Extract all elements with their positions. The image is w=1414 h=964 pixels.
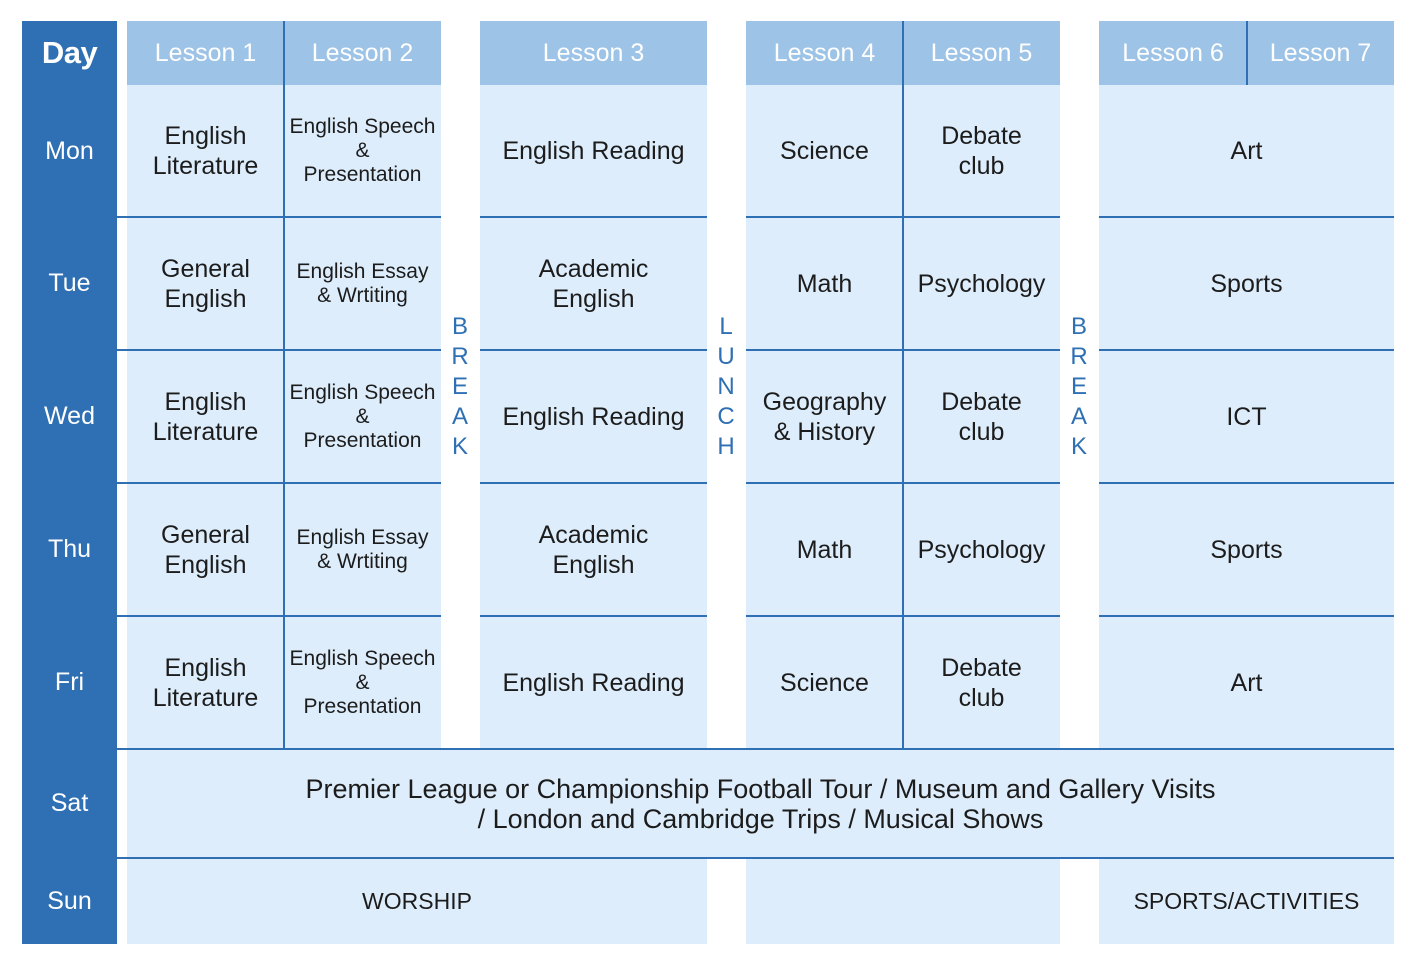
lesson-cell (127, 85, 284, 217)
day-label (22, 217, 117, 350)
lesson-cell-text: English Reading (502, 402, 685, 431)
column-divider (1246, 21, 1248, 85)
row-line (117, 349, 441, 351)
lesson-cell-text: Sports (1210, 535, 1283, 564)
lesson-cell (284, 616, 441, 749)
header-lesson-3 (480, 21, 707, 85)
lesson-cell-text: English Speech & Presentation (289, 380, 436, 452)
row-line (480, 615, 707, 617)
sunday-morning (127, 858, 707, 944)
header-lesson-3-text: Lesson 3 (542, 38, 645, 67)
sunday-empty-cell (746, 858, 1060, 944)
header-lesson-1-text: Lesson 1 (154, 38, 257, 67)
lesson-cell-text: ICT (1226, 402, 1267, 431)
day-label (22, 483, 117, 616)
day-label (22, 350, 117, 483)
lesson-cell-text: Geography & History (762, 387, 887, 446)
day-label (22, 85, 117, 217)
lesson-cell (746, 85, 903, 217)
break-label-letter: B (451, 313, 468, 340)
break-label-letter: A (451, 403, 468, 430)
lesson-cell-text: Academic English (538, 520, 649, 579)
day-label-text: Sun (47, 886, 92, 915)
lunch-label (711, 312, 741, 462)
header-lesson-7-text: Lesson 7 (1269, 38, 1372, 67)
lesson-cell (746, 350, 903, 483)
lesson-cell-text: Art (1230, 668, 1263, 697)
lesson-cell-text: English Essay & Wrtiting (296, 525, 429, 573)
lesson-cell-text: Science (780, 668, 869, 697)
lesson-cell (480, 483, 707, 616)
header-lesson-4-text: Lesson 4 (773, 38, 876, 67)
day-label-text: Wed (44, 402, 95, 430)
lesson-cell (746, 217, 903, 350)
lesson-cell-text: Sports (1210, 269, 1283, 298)
lesson-cell (480, 217, 707, 350)
lesson-cell (1099, 217, 1394, 350)
lesson-cell (1099, 85, 1394, 217)
lesson-cell-text: Debate club (941, 653, 1022, 712)
header-lesson-5 (903, 21, 1060, 85)
lesson-cell (903, 85, 1060, 217)
break-label-letter: A (1070, 403, 1087, 430)
break-label-letter: K (1070, 433, 1087, 460)
lesson-cell-text: General English (161, 254, 250, 313)
lesson-cell-text: English Essay & Wrtiting (296, 259, 429, 307)
lunch-label-letter: C (717, 403, 735, 430)
row-line (117, 748, 1394, 750)
lesson-cell (480, 616, 707, 749)
column-divider (902, 21, 904, 749)
lesson-cell (903, 350, 1060, 483)
lesson-cell (746, 616, 903, 749)
lunch-label-letter: U (717, 343, 735, 370)
lesson-cell-text: Math (796, 535, 853, 564)
row-line (480, 216, 707, 218)
lesson-cell (746, 483, 903, 616)
day-label-text: Tue (48, 269, 91, 297)
day-label-text: Fri (54, 668, 85, 696)
lesson-cell (1099, 350, 1394, 483)
break-label-letter: B (1070, 313, 1087, 340)
lesson-cell (480, 350, 707, 483)
row-line (746, 615, 1060, 617)
lesson-cell-text: Debate club (941, 387, 1022, 446)
break-label (445, 312, 475, 462)
lesson-cell (903, 616, 1060, 749)
lunch-label-letter: N (717, 373, 735, 400)
lesson-cell (284, 350, 441, 483)
lunch-label-letter: L (719, 313, 733, 340)
header-lesson-4 (746, 21, 903, 85)
day-label-text: Sat (50, 789, 89, 817)
header-lesson-6-text: Lesson 6 (1122, 38, 1224, 67)
lesson-cell-text: Science (780, 137, 869, 165)
lesson-cell-text: English Reading (502, 137, 685, 165)
sunday-afternoon-text: SPORTS/ACTIVITIES (1133, 888, 1360, 914)
lesson-cell-text: English Reading (502, 668, 685, 697)
break-label (1064, 312, 1094, 462)
header-lesson-2-text: Lesson 2 (311, 38, 414, 67)
lesson-cell (127, 616, 284, 749)
lesson-cell-text: English Literature (152, 387, 259, 446)
row-line (1099, 216, 1394, 218)
lesson-cell-text: English Literature (152, 122, 259, 180)
row-line (117, 615, 441, 617)
break-label-letter: K (451, 433, 468, 460)
lesson-cell-text: Psychology (917, 535, 1046, 564)
break-label-letter: R (1070, 343, 1088, 370)
lesson-cell (284, 483, 441, 616)
row-line (1099, 482, 1394, 484)
row-line (117, 857, 1394, 859)
column-divider (283, 21, 285, 749)
row-line (117, 216, 441, 218)
lesson-cell (127, 217, 284, 350)
lesson-cell-text: English Speech & Presentation (289, 115, 436, 186)
row-line (746, 482, 1060, 484)
lesson-cell-text: Psychology (917, 269, 1046, 298)
break-label-letter: E (1070, 373, 1087, 400)
row-line (480, 349, 707, 351)
lesson-cell-text: General English (161, 520, 250, 579)
lunch-label-letter: H (717, 433, 735, 460)
lesson-cell (903, 217, 1060, 350)
header-day-text: Day (41, 35, 98, 70)
row-line (1099, 349, 1394, 351)
day-label (22, 749, 117, 858)
lesson-cell-text: Debate club (941, 122, 1022, 180)
day-label (22, 858, 117, 944)
header-lesson-2 (284, 21, 441, 85)
row-line (746, 216, 1060, 218)
day-label-text: Mon (45, 136, 94, 165)
header-day (22, 21, 117, 85)
lesson-cell-text: Math (796, 269, 853, 298)
row-line (746, 349, 1060, 351)
lesson-cell (1099, 483, 1394, 616)
header-lesson-7 (1247, 21, 1394, 85)
break-label-letter: E (451, 373, 468, 400)
lesson-cell-text: English Literature (152, 653, 259, 712)
lesson-cell (903, 483, 1060, 616)
row-line (480, 482, 707, 484)
lesson-cell (127, 350, 284, 483)
day-label (22, 616, 117, 749)
lesson-cell (480, 85, 707, 217)
sunday-afternoon (1099, 858, 1394, 944)
sunday-morning-text: WORSHIP (362, 888, 472, 914)
break-label-letter: R (451, 343, 469, 370)
lesson-cell-text: English Speech & Presentation (289, 646, 436, 718)
header-lesson-6 (1099, 21, 1247, 85)
lesson-cell (284, 85, 441, 217)
row-line (1099, 615, 1394, 617)
row-line (117, 482, 441, 484)
header-lesson-1 (127, 21, 284, 85)
lesson-cell (1099, 616, 1394, 749)
header-lesson-5-text: Lesson 5 (930, 38, 1033, 67)
lesson-cell-text: Academic English (538, 254, 649, 313)
lesson-cell (127, 483, 284, 616)
lesson-cell (284, 217, 441, 350)
saturday-activities (127, 749, 1394, 858)
day-label-text: Thu (47, 535, 92, 563)
lesson-cell-text: Art (1230, 137, 1263, 165)
saturday-activities-text: Premier League or Championship Football Tour / Museum and Gallery Visits / London and Cambridge Trips / Musical Shows (305, 773, 1216, 834)
